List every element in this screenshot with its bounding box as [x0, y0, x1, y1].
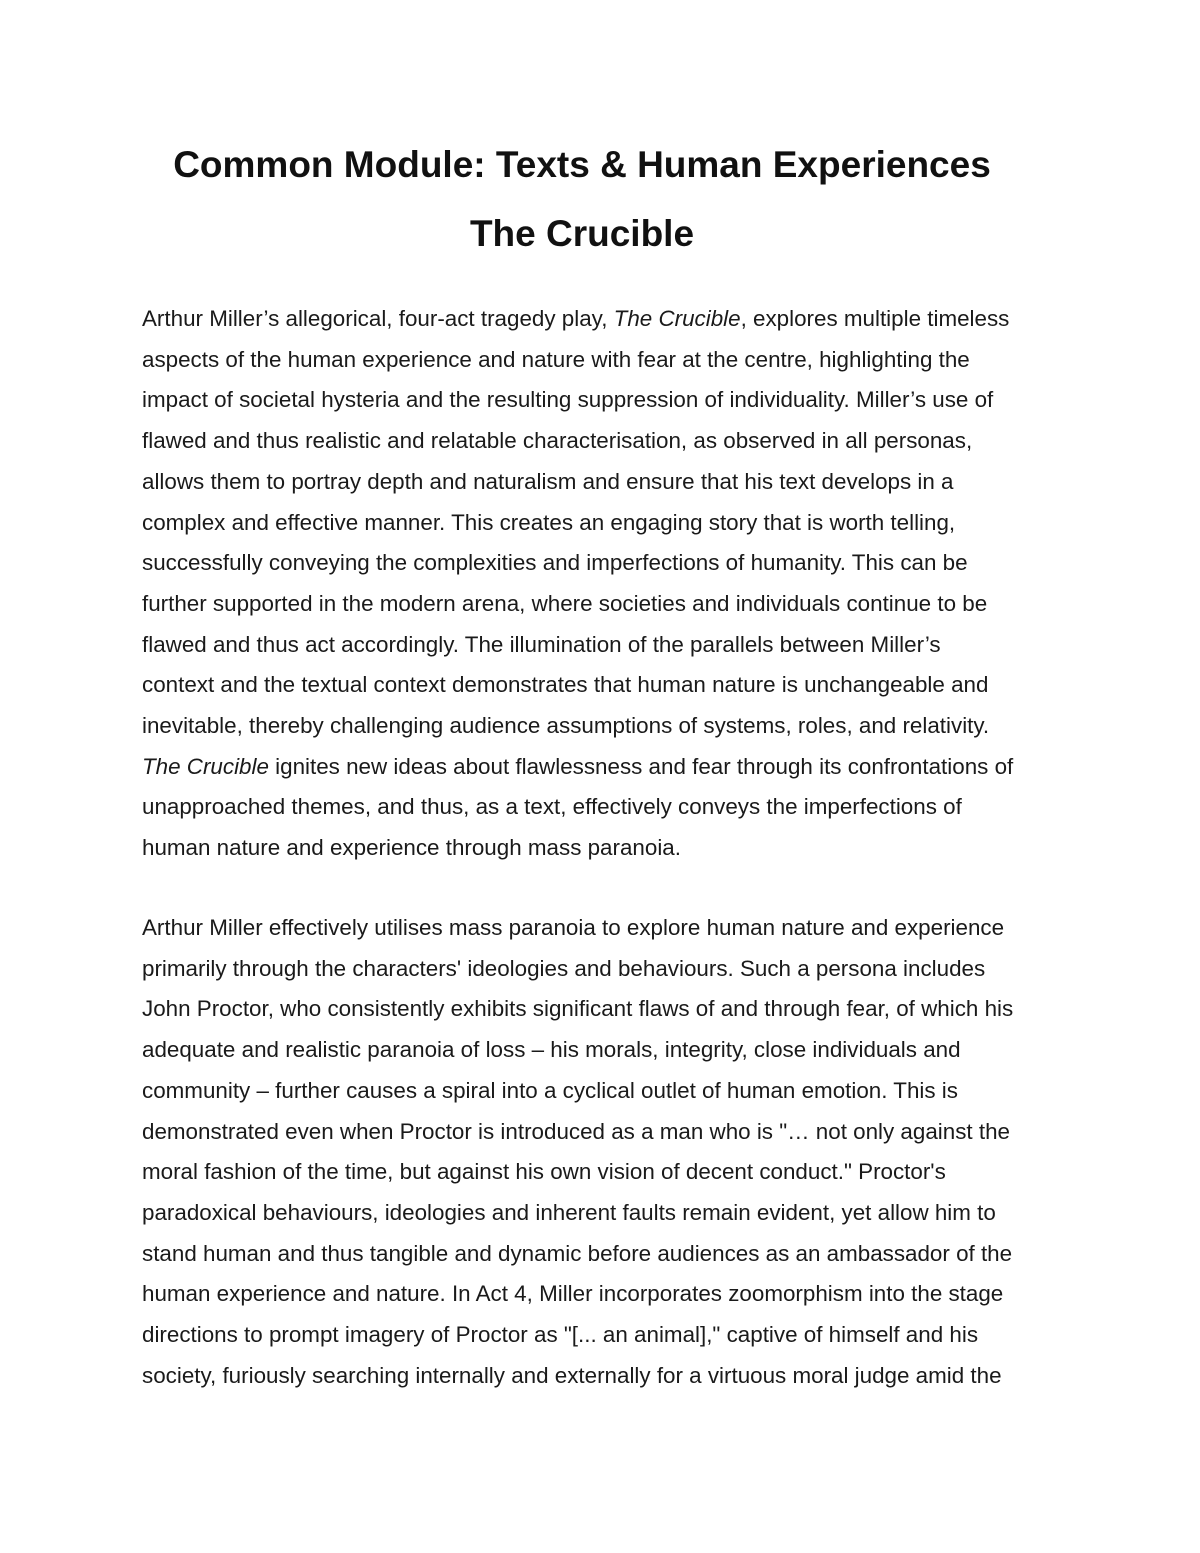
- text-line: complex and effective manner. This creates an engaging story that is worth telling,: [142, 509, 956, 535]
- paragraph-introduction: [142, 299, 1087, 869]
- text-line: further supported in the modern arena, where societies and individuals continue to be: [142, 590, 988, 616]
- text-line: context and the textual context demonstrates that human nature is unchangeable and: [142, 672, 989, 698]
- text-line: society, furiously searching internally and externally for a virtuous moral judge amid the: [142, 1362, 1002, 1388]
- text-line: moral fashion of the time, but against his own vision of decent conduct." Proctor's: [142, 1159, 946, 1185]
- italic-title: The Crucible: [613, 306, 741, 331]
- text-line: allows them to portray depth and naturalism and ensure that his text develops in a: [142, 468, 954, 494]
- text-line: Arthur Miller effectively utilises mass paranoia to explore human nature and experience: [142, 915, 1005, 940]
- text-line: unapproached themes, and thus, as a text, effectively conveys the imperfections of: [142, 794, 962, 820]
- text-line: Arthur Miller’s allegorical, four-act tragedy play, The Crucible, explores multiple timeless: [142, 306, 1010, 331]
- document-subtitle: The Crucible: [469, 213, 695, 254]
- text-line: stand human and thus tangible and dynamic before audiences as an ambassador of the: [142, 1240, 1013, 1266]
- text-line: adequate and realistic paranoia of loss – his morals, integrity, close individuals and: [142, 1037, 961, 1063]
- text-line: primarily through the characters' ideologies and behaviours. Such a persona includes: [142, 955, 986, 981]
- text-line: community – further causes a spiral into a cyclical outlet of human emotion. This is: [142, 1077, 958, 1103]
- document-title: Common Module: Texts & Human Experiences: [173, 144, 991, 185]
- italic-title: The Crucible: [142, 753, 269, 779]
- text-line: inevitable, thereby challenging audience assumptions of systems, roles, and relativity.: [142, 713, 990, 739]
- text-line: human experience and nature. In Act 4, Miller incorporates zoomorphism into the stage: [142, 1281, 1004, 1307]
- paragraph-body: [142, 908, 1087, 1396]
- text-line: The Crucible ignites new ideas about flawlessness and fear through its confrontations of: [142, 753, 1014, 779]
- text-line: human nature and experience through mass paranoia.: [142, 835, 681, 861]
- text-line: flawed and thus act accordingly. The illumination of the parallels between Miller’s: [142, 631, 941, 657]
- text-line: paradoxical behaviours, ideologies and inherent faults remain evident, yet allow him to: [142, 1199, 996, 1225]
- text-line: successfully conveying the complexities and imperfections of humanity. This can be: [142, 550, 968, 576]
- text-line: aspects of the human experience and nature with fear at the centre, highlighting the: [142, 346, 970, 372]
- text-line: demonstrated even when Proctor is introduced as a man who is "… not only against the: [142, 1118, 1010, 1144]
- text-line: John Proctor, who consistently exhibits significant flaws of and through fear, of which his: [142, 996, 1014, 1022]
- text-line: impact of societal hysteria and the resulting suppression of individuality. Miller’s use of: [142, 387, 994, 413]
- text-line: directions to prompt imagery of Proctor as "[... an animal]," captive of himself and his: [142, 1322, 979, 1348]
- text-line: flawed and thus realistic and relatable characterisation, as observed in all personas,: [142, 428, 973, 454]
